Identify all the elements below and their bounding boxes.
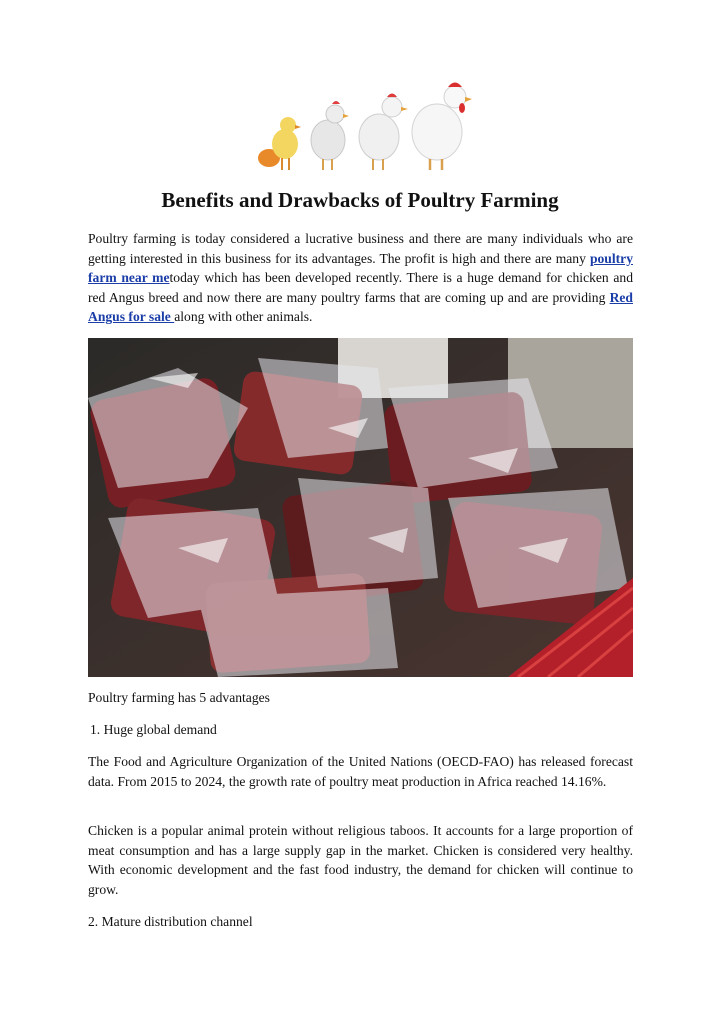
poultry-farm-link[interactable]: poultry farm near me (88, 250, 633, 285)
red-angus-link[interactable]: Red Angus for sale (88, 289, 633, 324)
growing-chicken-icon (359, 94, 408, 171)
item2-heading: 2. Mature distribution channel (88, 914, 253, 929)
item1-heading: 1. Huge global demand (90, 722, 217, 737)
young-chicken-icon (311, 101, 349, 170)
intro-text-2: today which has been developed recently. There is a huge demand for chicken and red Angus breed and now there are many poultry farms that are coming up and are providing (88, 270, 633, 305)
advantages-intro: Poultry farming has 5 advantages (88, 690, 270, 705)
intro-paragraph (88, 229, 633, 327)
intro-text-1: Poultry farming is today considered a lucrative business and there are many individuals who are getting interested in this business for its advantages. The profit is high and there are many (88, 231, 633, 266)
adult-chicken-icon (412, 83, 472, 171)
item1-paragraph-1: The Food and Agriculture Organization of the United Nations (OECD-FAO) has released forecast data. From 2015 to 2024, the growth rate of poultry meat production in Africa reached 14.16%. (88, 754, 633, 789)
page-title: Benefits and Drawbacks of Poultry Farming (161, 188, 559, 212)
item1-paragraph-2: Chicken is a popular animal protein without religious taboos. It accounts for a large proportion of meat consumption and has a large supply gap in the market. Chicken is considered very healthy. With economic development and the fast food industry, the demand for chicken will continue to grow. (88, 823, 633, 897)
packaged-meat-photo (88, 338, 633, 677)
chicken-growth-illustration (252, 82, 480, 172)
intro-text-3: along with other animals. (174, 309, 313, 324)
